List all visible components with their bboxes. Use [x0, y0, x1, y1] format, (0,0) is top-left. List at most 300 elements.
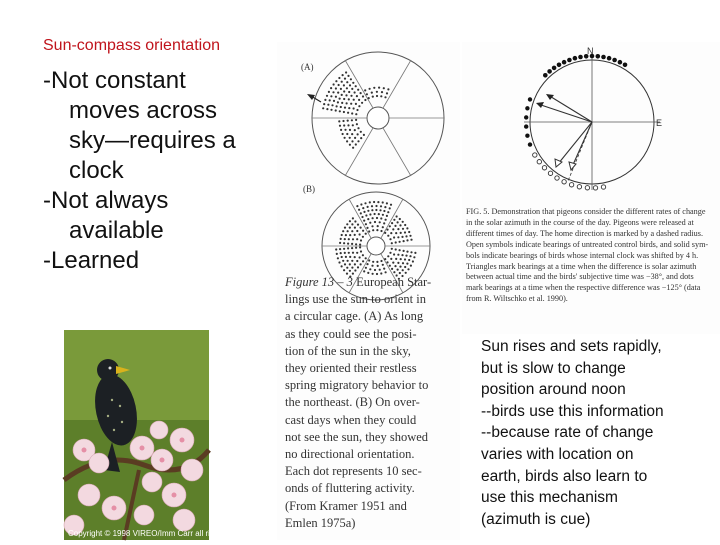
activity-dot — [360, 92, 362, 94]
activity-dot — [403, 240, 405, 242]
activity-dot — [360, 227, 362, 229]
activity-dot — [375, 205, 377, 207]
activity-dot — [404, 266, 406, 268]
activity-dot — [382, 201, 384, 203]
activity-dot — [356, 95, 358, 97]
caption-line: European Star- — [356, 275, 432, 289]
activity-dot — [406, 251, 408, 253]
activity-dot — [403, 250, 405, 252]
activity-dot — [355, 247, 357, 249]
activity-dot — [362, 207, 364, 209]
activity-dot — [350, 78, 352, 80]
activity-dot — [378, 87, 380, 89]
activity-dot — [347, 120, 349, 122]
activity-dot — [399, 249, 401, 251]
activity-dot — [346, 140, 348, 142]
activity-dot — [390, 204, 392, 206]
activity-dot — [357, 133, 359, 135]
activity-dot — [397, 269, 399, 271]
activity-dot — [395, 258, 397, 260]
activity-dot — [380, 260, 382, 262]
activity-dot — [393, 219, 395, 221]
activity-dot — [357, 140, 359, 142]
activity-dot — [346, 102, 348, 104]
activity-dot — [367, 218, 369, 220]
caption-line: FIG. 5. Demonstration that pigeons consider the different rates of change — [466, 207, 706, 216]
activity-dot — [349, 144, 351, 146]
caption-line: in the solar azimuth in the course of the day. Pigeons were released at — [466, 217, 694, 227]
activity-dot — [335, 80, 337, 82]
activity-dot — [386, 261, 388, 263]
activity-dot — [341, 94, 343, 96]
activity-dot — [348, 252, 350, 254]
activity-dot — [349, 137, 351, 139]
caption-line: no directional orientation. — [285, 447, 415, 462]
activity-dot — [339, 248, 341, 250]
activity-dot — [391, 222, 393, 224]
bearing-dot — [525, 134, 529, 138]
activity-dot — [347, 112, 349, 114]
activity-dot — [408, 259, 410, 261]
side-note — [481, 336, 701, 530]
activity-dot — [369, 88, 371, 90]
bullet-list — [43, 66, 283, 276]
activity-dot — [397, 254, 399, 256]
activity-dot — [338, 84, 340, 86]
bullet-not-constant: -Not constant — [43, 67, 186, 94]
bearing-circle — [601, 185, 605, 189]
activity-dot — [347, 75, 349, 77]
activity-dot — [362, 95, 364, 97]
activity-dot — [360, 250, 362, 252]
activity-dot — [385, 219, 387, 221]
bullet-learned: -Learned — [43, 247, 140, 274]
activity-dot — [324, 99, 326, 101]
activity-dot — [357, 266, 359, 268]
bearing-circle — [548, 171, 552, 175]
activity-dot — [392, 228, 394, 230]
caption-line: bols indicate bearings of birds whose internal clock was shifted by 4 h. — [466, 250, 699, 260]
bearing-dot — [612, 58, 617, 63]
activity-dot — [363, 134, 365, 136]
activity-dot — [322, 107, 324, 109]
activity-dot — [339, 98, 341, 100]
activity-dot — [391, 268, 393, 270]
activity-dot — [341, 102, 343, 104]
activity-dot — [379, 269, 381, 271]
activity-dot — [343, 124, 345, 126]
bullet-text-line: sky—requires a — [69, 127, 236, 154]
activity-dot — [372, 96, 374, 98]
activity-dot — [372, 229, 374, 231]
activity-dot — [341, 265, 343, 267]
activity-dot — [371, 92, 373, 94]
activity-dot — [357, 224, 359, 226]
activity-dot — [368, 97, 370, 99]
note-line: Sun rises and sets rapidly, — [481, 338, 662, 355]
note-line: (azimuth is cue) — [481, 510, 591, 528]
activity-dot — [376, 95, 378, 97]
bearing-circle — [533, 153, 537, 157]
activity-dot — [367, 206, 369, 208]
activity-dot — [380, 230, 382, 232]
activity-dot — [374, 213, 376, 215]
activity-dot — [410, 251, 412, 253]
note-line: earth, birds also learn to — [481, 467, 648, 485]
caption-line: mark bearings at a time when the respective difference was −125° (data — [466, 283, 701, 293]
caption-line: between actual time and the birds' subjective time was −38°, and dots — [466, 272, 694, 282]
activity-dot — [346, 133, 348, 135]
activity-dot — [345, 234, 347, 236]
activity-dot — [343, 111, 345, 113]
bearing-dot — [623, 63, 628, 68]
activity-dot — [351, 260, 353, 262]
panel-b-label: (B) — [303, 184, 315, 194]
activity-dot — [358, 99, 360, 101]
activity-dot — [387, 255, 389, 257]
activity-dot — [354, 234, 356, 236]
activity-dot — [365, 223, 367, 225]
activity-dot — [356, 109, 358, 111]
activity-dot — [389, 238, 391, 240]
activity-dot — [341, 81, 343, 83]
activity-dot — [347, 260, 349, 262]
activity-dot — [376, 217, 378, 219]
activity-dot — [389, 252, 391, 254]
activity-dot — [378, 213, 380, 215]
activity-dot — [374, 269, 376, 271]
activity-dot — [342, 74, 344, 76]
activity-dot — [335, 248, 337, 250]
activity-dot — [343, 98, 345, 100]
activity-dot — [343, 90, 345, 92]
activity-dot — [348, 107, 350, 109]
bullet-text-line: available — [69, 217, 164, 244]
activity-dot — [365, 233, 367, 235]
bearing-dot — [562, 60, 567, 65]
activity-dot — [362, 230, 364, 232]
activity-dot — [345, 71, 347, 73]
activity-dot — [402, 221, 404, 223]
activity-dot — [371, 209, 373, 211]
activity-dot — [405, 235, 407, 237]
activity-dot — [349, 270, 351, 272]
activity-dot — [351, 140, 353, 142]
activity-dot — [365, 214, 367, 216]
bearing-dot — [525, 106, 529, 110]
activity-dot — [361, 216, 363, 218]
activity-dot — [329, 99, 331, 101]
activity-dot — [350, 103, 352, 105]
activity-dot — [344, 227, 346, 229]
activity-dot — [337, 92, 339, 94]
activity-dot — [391, 248, 393, 250]
note-line: varies with location on — [481, 445, 634, 463]
activity-dot — [344, 252, 346, 254]
activity-dot — [338, 261, 340, 263]
activity-dot — [330, 109, 332, 111]
activity-dot — [376, 229, 378, 231]
activity-dot — [344, 263, 346, 265]
activity-dot — [344, 78, 346, 80]
activity-dot — [395, 232, 397, 234]
activity-dot — [352, 82, 354, 84]
activity-dot — [401, 254, 403, 256]
activity-dot — [337, 257, 339, 259]
activity-dot — [369, 268, 371, 270]
activity-dot — [359, 244, 361, 246]
activity-dot — [402, 262, 404, 264]
activity-dot — [410, 239, 412, 241]
activity-dot — [354, 137, 356, 139]
activity-dot — [409, 255, 411, 257]
caption-line: from R. Wiltschko et al. 1990). — [466, 294, 568, 304]
starling-illustration — [64, 330, 209, 540]
activity-dot — [338, 120, 340, 122]
activity-dot — [327, 104, 329, 106]
cage-diagrams — [277, 42, 460, 282]
activity-dot — [342, 230, 344, 232]
caption-line: the northeast. (B) On over- — [285, 395, 420, 410]
activity-dot — [352, 124, 354, 126]
activity-dot — [350, 95, 352, 97]
activity-dot — [413, 256, 415, 258]
note-line: use this mechanism — [481, 489, 618, 507]
activity-dot — [346, 223, 348, 225]
activity-dot — [340, 252, 342, 254]
activity-dot — [405, 255, 407, 257]
activity-dot — [367, 210, 369, 212]
activity-dot — [383, 268, 385, 270]
activity-dot — [348, 98, 350, 100]
activity-dot — [369, 201, 371, 203]
activity-dot — [351, 133, 353, 135]
figure-5-caption — [466, 207, 718, 305]
activity-dot — [354, 129, 356, 131]
activity-dot — [376, 91, 378, 93]
activity-dot — [343, 269, 345, 271]
activity-dot — [352, 238, 354, 240]
activity-dot — [400, 258, 402, 260]
activity-dot — [376, 261, 378, 263]
activity-dot — [351, 247, 353, 249]
activity-dot — [348, 91, 350, 93]
activity-dot — [383, 222, 385, 224]
activity-dot — [377, 265, 379, 267]
activity-dot — [399, 218, 401, 220]
activity-dot — [384, 206, 386, 208]
bearing-dot — [528, 97, 532, 101]
activity-dot — [364, 99, 366, 101]
activity-dot — [333, 83, 335, 85]
activity-dot — [373, 87, 375, 89]
activity-dot — [369, 222, 371, 224]
activity-dot — [364, 89, 366, 91]
activity-dot — [331, 104, 333, 106]
activity-dot — [349, 220, 351, 222]
activity-dot — [347, 243, 349, 245]
bearing-dot — [524, 124, 528, 128]
activity-dot — [330, 87, 332, 89]
bullet-not-always: -Not always — [43, 187, 169, 214]
note-line: --birds use this information — [481, 402, 664, 420]
activity-dot — [360, 131, 362, 133]
activity-dot — [384, 232, 386, 234]
activity-dot — [357, 89, 359, 91]
activity-dot — [339, 110, 341, 112]
bearing-circle — [569, 183, 573, 187]
activity-dot — [332, 91, 334, 93]
activity-dot — [373, 201, 375, 203]
activity-dot — [412, 260, 414, 262]
activity-dot — [389, 265, 391, 267]
activity-dot — [338, 77, 340, 79]
activity-dot — [354, 263, 356, 265]
activity-dot — [395, 248, 397, 250]
activity-dot — [349, 256, 351, 258]
activity-dot — [383, 87, 385, 89]
activity-dot — [386, 215, 388, 217]
activity-dot — [348, 238, 350, 240]
activity-dot — [360, 137, 362, 139]
bearing-dot — [557, 63, 562, 68]
activity-dot — [349, 234, 351, 236]
activity-dot — [352, 217, 354, 219]
activity-dot — [349, 84, 351, 86]
activity-dot — [358, 105, 360, 107]
activity-dot — [397, 221, 399, 223]
activity-dot — [390, 258, 392, 260]
activity-dot — [342, 133, 344, 135]
activity-dot — [355, 113, 357, 115]
caption-line: tion of the sun in the sky, — [285, 343, 411, 358]
activity-dot — [343, 248, 345, 250]
bearing-dot — [578, 55, 583, 60]
activity-dot — [354, 256, 356, 258]
activity-dot — [366, 263, 368, 265]
activity-dot — [349, 129, 351, 131]
activity-dot — [356, 260, 358, 262]
activity-dot — [354, 220, 356, 222]
activity-dot — [349, 263, 351, 265]
activity-dot — [387, 88, 389, 90]
cage-diagram-a — [307, 52, 444, 184]
activity-dot — [377, 201, 379, 203]
activity-dot — [365, 267, 367, 269]
activity-dot — [390, 232, 392, 234]
activity-dot — [402, 269, 404, 271]
activity-dot — [406, 239, 408, 241]
activity-dot — [375, 209, 377, 211]
starling-photo — [64, 330, 259, 540]
activity-dot — [355, 119, 357, 121]
compass-north-label: N — [587, 46, 594, 56]
activity-dot — [362, 236, 364, 238]
note-line: but is slow to change — [481, 359, 626, 377]
activity-dot — [371, 265, 373, 267]
activity-dot — [360, 212, 362, 214]
activity-dot — [368, 259, 370, 261]
activity-dot — [357, 127, 359, 129]
activity-dot — [351, 112, 353, 114]
activity-dot — [355, 103, 357, 105]
pigeon-compass-figure — [462, 42, 720, 334]
activity-dot — [369, 213, 371, 215]
activity-dot — [341, 256, 343, 258]
activity-dot — [360, 203, 362, 205]
activity-dot — [354, 227, 356, 229]
activity-dot — [346, 81, 348, 83]
activity-dot — [386, 92, 388, 94]
note-line: --because rate of change — [481, 424, 654, 442]
activity-dot — [399, 241, 401, 243]
activity-dot — [384, 258, 386, 260]
bearing-circle — [562, 180, 566, 184]
activity-dot — [353, 107, 355, 109]
activity-dot — [326, 108, 328, 110]
activity-dot — [414, 252, 416, 254]
figure-13-3-caption — [285, 274, 447, 532]
activity-dot — [393, 236, 395, 238]
activity-dot — [337, 101, 339, 103]
activity-dot — [393, 271, 395, 273]
activity-dot — [351, 243, 353, 245]
activity-dot — [395, 241, 397, 243]
activity-dot — [374, 221, 376, 223]
activity-dot — [333, 100, 335, 102]
caption-line: Triangles mark bearings at a time when the difference is solar azimuth — [466, 261, 697, 271]
activity-dot — [356, 238, 358, 240]
panel-a-label: (A) — [301, 62, 314, 72]
activity-dot — [344, 129, 346, 131]
activity-dot — [372, 217, 374, 219]
caption-line: they oriented their restless — [285, 361, 417, 376]
caption-line: cast days when they could — [285, 412, 417, 427]
activity-dot — [394, 225, 396, 227]
activity-dot — [406, 227, 408, 229]
activity-dot — [382, 226, 384, 228]
activity-dot — [356, 252, 358, 254]
activity-dot — [404, 231, 406, 233]
caption-line: Emlen 1975a) — [285, 515, 356, 530]
caption-line: Open symbols indicate bearings of untreated control birds, and solid sym- — [466, 239, 709, 249]
activity-dot — [393, 253, 395, 255]
bullet-text-line: moves across — [69, 97, 218, 124]
activity-dot — [380, 217, 382, 219]
bearing-circle — [542, 166, 546, 170]
activity-dot — [363, 270, 365, 272]
activity-dot — [323, 103, 325, 105]
bearing-circle — [555, 176, 559, 180]
activity-dot — [356, 230, 358, 232]
activity-dot — [353, 99, 355, 101]
activity-dot — [404, 224, 406, 226]
activity-dot — [346, 87, 348, 89]
activity-dot — [328, 91, 330, 93]
bearing-circle — [537, 160, 541, 164]
activity-dot — [351, 267, 353, 269]
activity-dot — [386, 202, 388, 204]
bearing-dot — [607, 56, 612, 61]
activity-dot — [379, 209, 381, 211]
activity-dot — [347, 247, 349, 249]
activity-dot — [392, 262, 394, 264]
activity-dot — [408, 231, 410, 233]
activity-dot — [354, 91, 356, 93]
activity-dot — [382, 264, 384, 266]
activity-dot — [345, 94, 347, 96]
activity-dot — [347, 230, 349, 232]
